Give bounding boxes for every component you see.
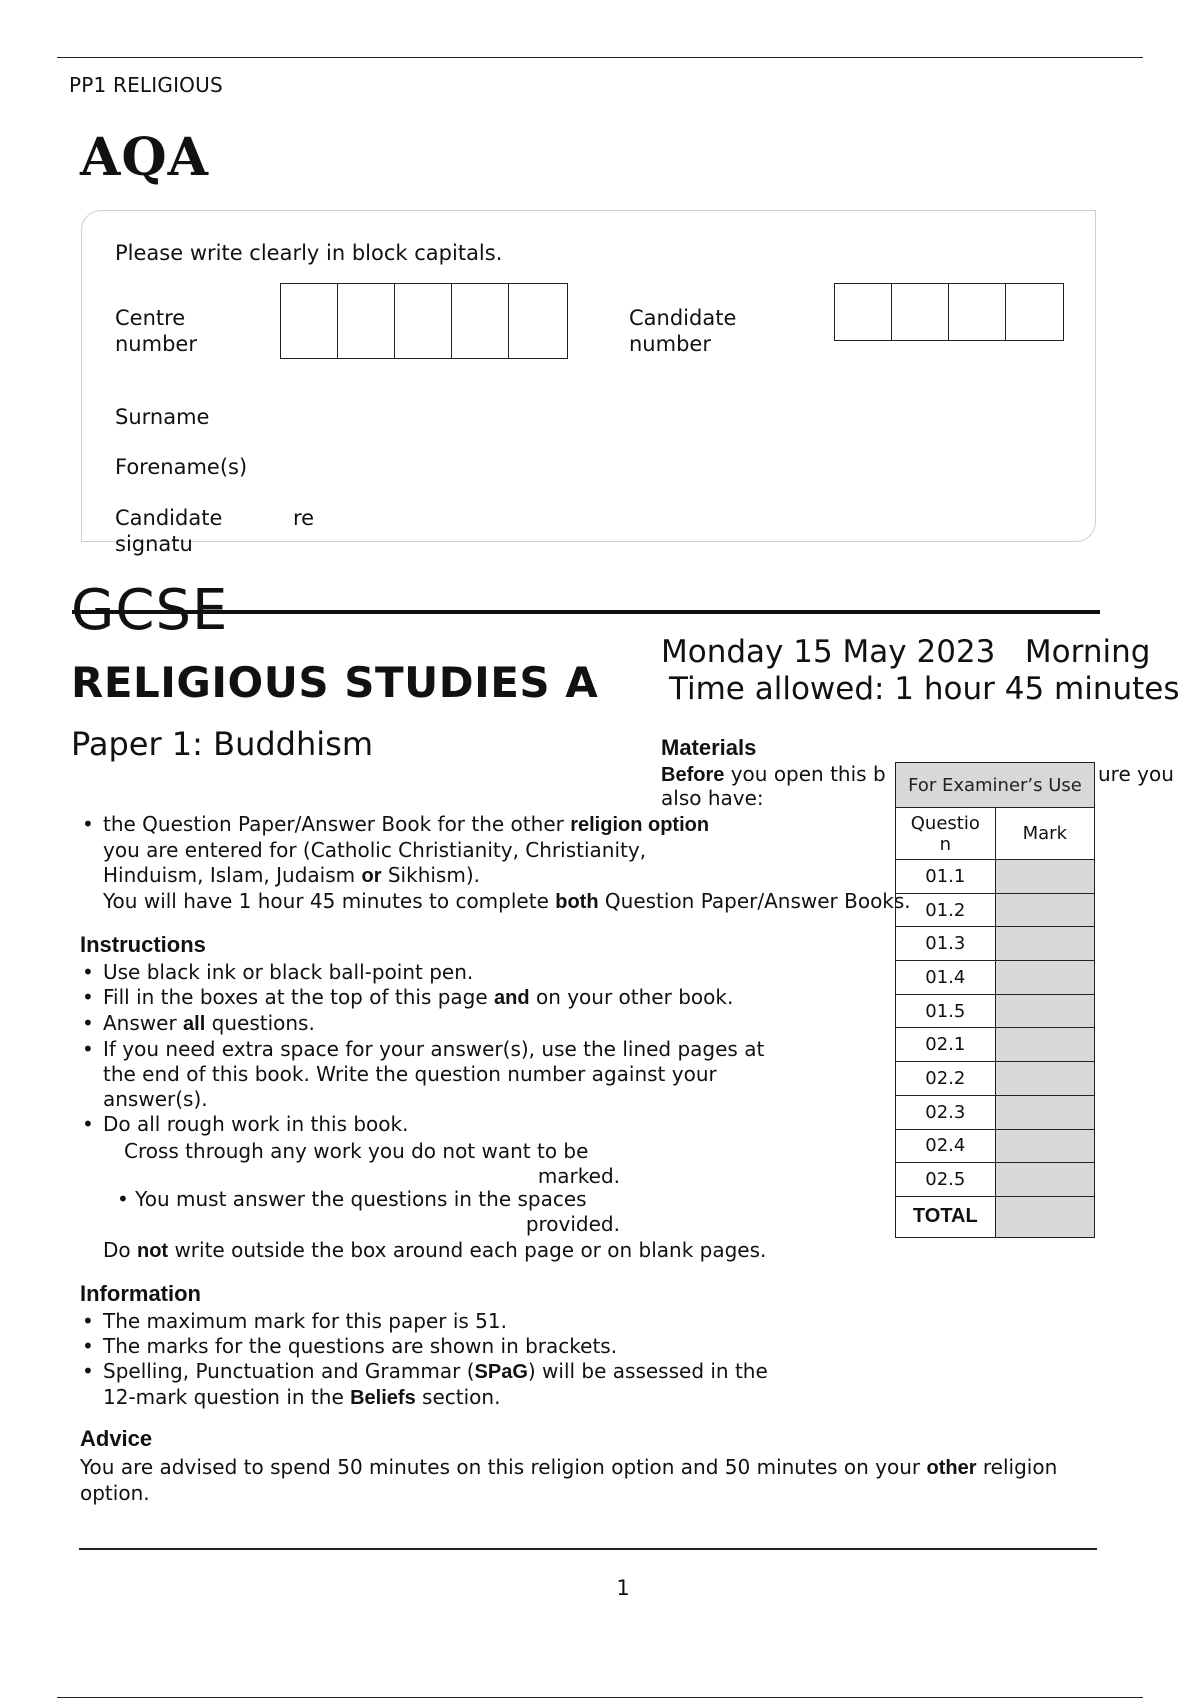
list-item: • Do all rough work in this book. xyxy=(80,1112,900,1137)
bottom-rule xyxy=(57,1697,1143,1698)
materials-intro-line2: also have: xyxy=(661,786,764,810)
table-row xyxy=(896,860,1095,894)
mark-cell[interactable] xyxy=(995,860,1094,894)
aqa-logo: AQA xyxy=(80,127,209,188)
list-item: • The marks for the questions are shown in brackets. xyxy=(80,1334,900,1359)
question-number-cell: 01.3 xyxy=(896,927,996,961)
mark-cell[interactable] xyxy=(995,893,1094,927)
total-label: TOTAL xyxy=(896,1196,996,1237)
materials-intro-tail: ure you xyxy=(1098,762,1174,786)
question-number-cell: 02.4 xyxy=(896,1129,996,1163)
qualification-title: GCSE xyxy=(71,578,229,643)
advice-heading: Advice xyxy=(80,1426,153,1451)
list-item: • Use black ink or black ball-point pen. xyxy=(80,960,900,985)
answer-spaces-note: • You must answer the questions in the spaces provided. xyxy=(117,1187,620,1236)
outside-box-note: Do not write outside the box around each page or on blank pages. xyxy=(103,1238,767,1262)
candidate-digit-box[interactable] xyxy=(1006,284,1063,340)
question-number-cell: 01.5 xyxy=(896,994,996,1028)
list-item: • The maximum mark for this paper is 51. xyxy=(80,1309,900,1334)
mark-cell[interactable] xyxy=(995,1163,1094,1197)
mark-cell[interactable] xyxy=(995,994,1094,1028)
question-number-cell: 02.2 xyxy=(896,1062,996,1096)
mark-cell[interactable] xyxy=(995,1062,1094,1096)
table-row xyxy=(896,1095,1095,1129)
examiner-table-title: For Examiner’s Use xyxy=(896,763,1095,808)
table-row xyxy=(896,927,1095,961)
header-label: PP1 RELIGIOUS xyxy=(69,73,223,97)
table-row xyxy=(896,961,1095,995)
signature-label: Candidate signatu xyxy=(115,506,223,556)
list-item: • If you need extra space for your answer(s), use the lined pages at the end of this book. Write the question number against your answer(s). xyxy=(80,1037,900,1112)
centre-digit-box[interactable] xyxy=(281,284,338,358)
question-number-cell: 01.1 xyxy=(896,860,996,894)
paper-title: Paper 1: Buddhism xyxy=(71,725,373,763)
instructions-list xyxy=(80,960,900,1137)
title-rule xyxy=(72,610,1100,614)
list-item: • Answer all questions. xyxy=(80,1011,900,1037)
table-row xyxy=(896,1129,1095,1163)
examiner-use-table xyxy=(895,762,1095,1238)
information-list xyxy=(80,1309,900,1411)
table-row xyxy=(896,893,1095,927)
table-row xyxy=(896,1062,1095,1096)
surname-label: Surname xyxy=(115,405,210,429)
list-item: • Fill in the boxes at the top of this page and on your other book. xyxy=(80,985,900,1011)
centre-number-boxes[interactable] xyxy=(280,283,568,359)
block-capitals-instruction: Please write clearly in block capitals. xyxy=(115,241,503,265)
advice-text: You are advised to spend 50 minutes on this religion option and 50 minutes on your other religion option. xyxy=(80,1455,1058,1505)
total-mark-cell[interactable] xyxy=(995,1196,1094,1237)
mark-cell[interactable] xyxy=(995,927,1094,961)
table-row xyxy=(896,1028,1095,1062)
candidate-digit-box[interactable] xyxy=(949,284,1006,340)
question-number-cell: 01.4 xyxy=(896,961,996,995)
centre-digit-box[interactable] xyxy=(338,284,395,358)
question-number-cell: 02.1 xyxy=(896,1028,996,1062)
materials-intro: Before you open this b xyxy=(661,762,886,786)
exam-date: Monday 15 May 2023 Morning xyxy=(661,634,1151,670)
materials-heading: Materials xyxy=(661,735,757,760)
candidate-number-boxes[interactable] xyxy=(834,283,1064,341)
mark-cell[interactable] xyxy=(995,1028,1094,1062)
mark-cell[interactable] xyxy=(995,1095,1094,1129)
question-number-cell: 02.5 xyxy=(896,1163,996,1197)
mark-column-header: Mark xyxy=(995,808,1094,860)
candidate-number-label: Candidate number xyxy=(629,306,737,356)
page-number: 1 xyxy=(616,1576,630,1600)
mark-cell[interactable] xyxy=(995,961,1094,995)
question-number-cell: 01.2 xyxy=(896,893,996,927)
subject-title: RELIGIOUS STUDIES A xyxy=(71,658,599,707)
question-column-header: Questio n xyxy=(896,808,996,860)
list-item: • the Question Paper/Answer Book for the other religion option you are entered for (Catholic Christianity, Christianity, Hinduism, Islam, Judaism or Sikhism). You will have 1 hour 45 minutes to complete both Question Paper/Answer Books. xyxy=(80,812,980,915)
information-heading: Information xyxy=(80,1281,201,1306)
table-row xyxy=(896,1163,1095,1197)
forenames-label: Forename(s) xyxy=(115,455,248,479)
materials-list xyxy=(80,812,980,915)
centre-digit-box[interactable] xyxy=(395,284,452,358)
list-item: • Spelling, Punctuation and Grammar (SPaG) will be assessed in the 12-mark question in the Beliefs section. xyxy=(80,1359,900,1411)
footer-rule xyxy=(79,1548,1097,1550)
centre-digit-box[interactable] xyxy=(509,284,566,358)
top-rule xyxy=(57,57,1143,58)
candidate-digit-box[interactable] xyxy=(835,284,892,340)
signature-label-tail: re xyxy=(293,506,315,530)
cross-through-note: Cross through any work you do not want to be marked. xyxy=(124,1139,620,1188)
question-number-cell: 02.3 xyxy=(896,1095,996,1129)
time-allowed: Time allowed: 1 hour 45 minutes xyxy=(669,671,1180,707)
instructions-heading: Instructions xyxy=(80,932,206,957)
table-row xyxy=(896,994,1095,1028)
mark-cell[interactable] xyxy=(995,1129,1094,1163)
candidate-digit-box[interactable] xyxy=(892,284,949,340)
centre-digit-box[interactable] xyxy=(452,284,509,358)
centre-number-label: Centre number xyxy=(115,306,197,356)
